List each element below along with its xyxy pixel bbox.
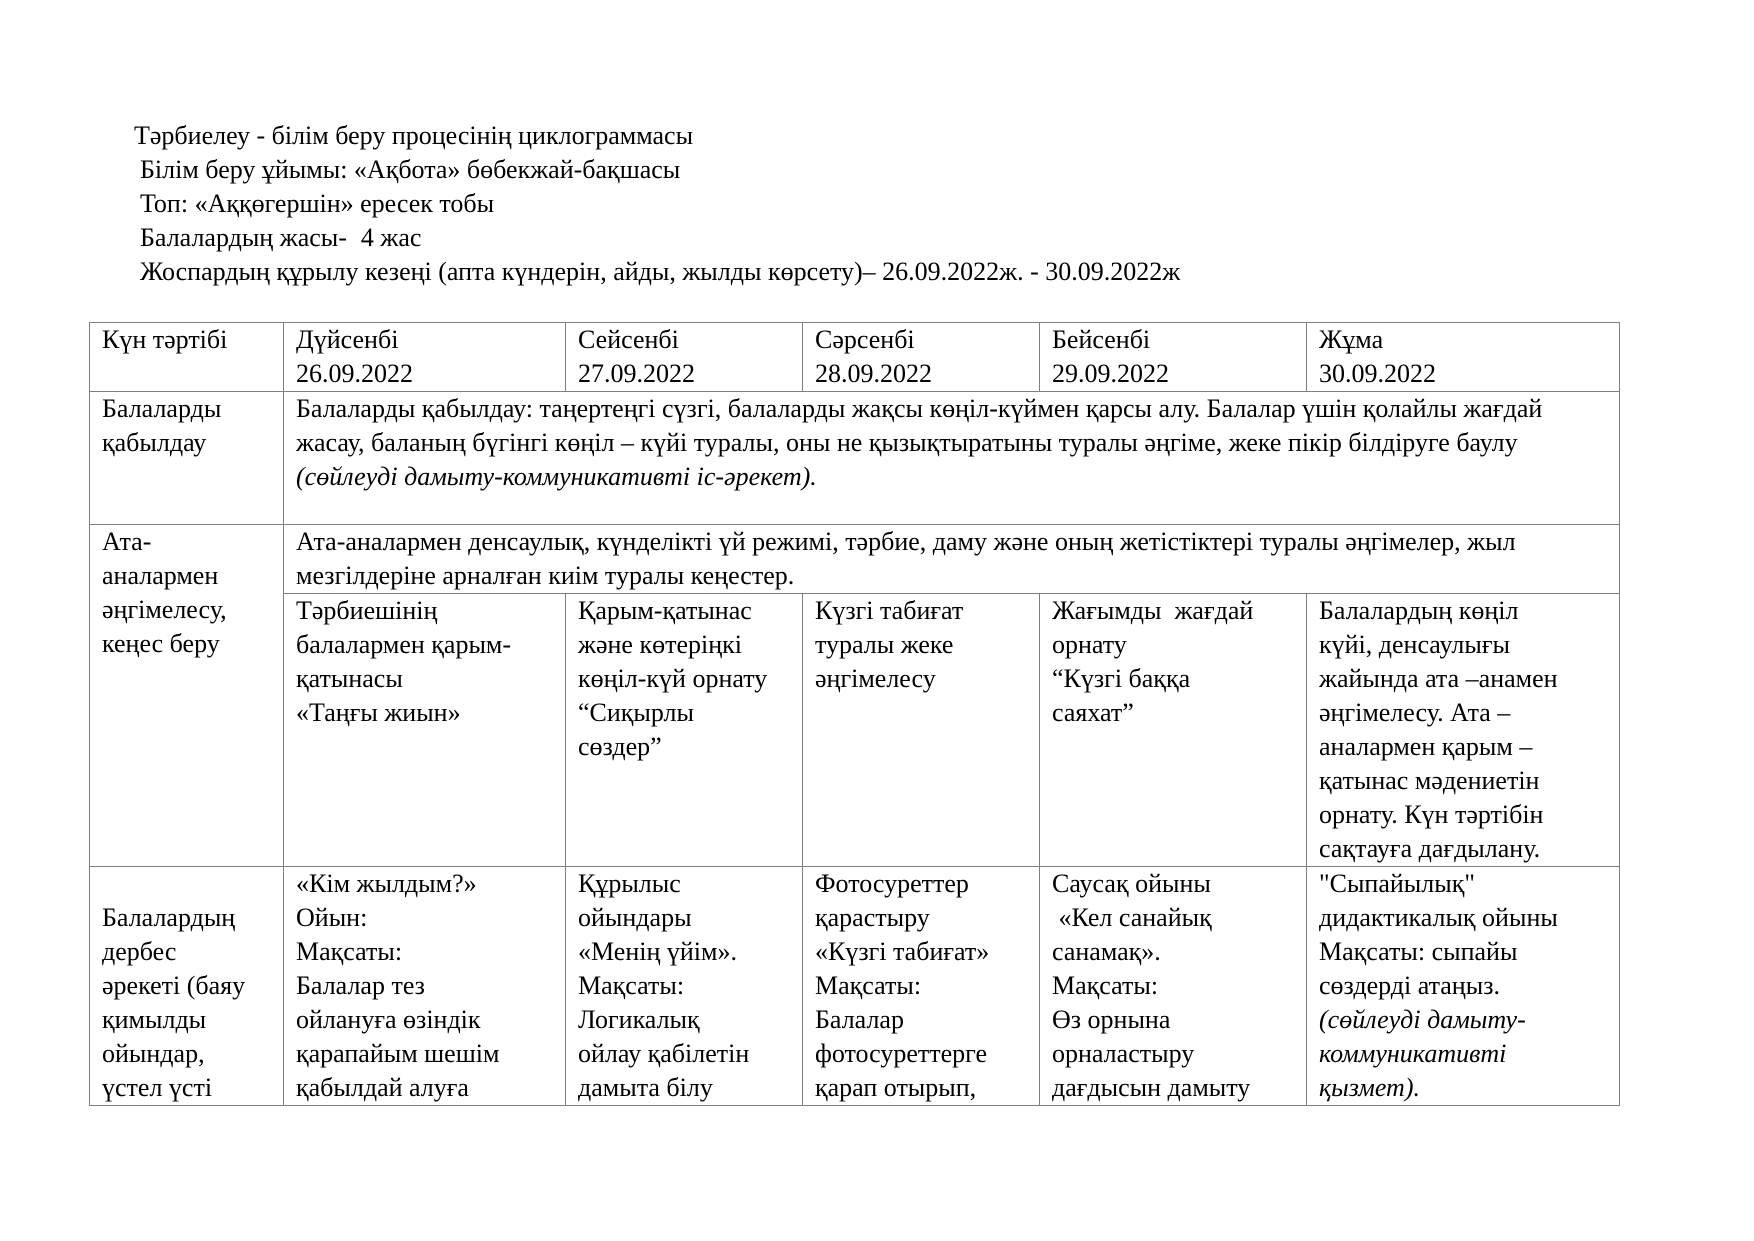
cell-line: қарап отырып,	[815, 1073, 977, 1102]
self-activity-cell-thursday	[1040, 867, 1307, 1106]
cell-line: Мақсаты:	[1052, 971, 1159, 1000]
plan-period-line: Жоспардың құрылу кезеңі (апта күндерін, айды, жылды көрсету)– 26.09.2022ж. - 30.09.2022ж	[140, 257, 1181, 286]
row-label-line: әрекеті (баяу	[102, 971, 246, 1000]
self-activity-cell-tuesday	[566, 867, 803, 1106]
cell-line: «Менің үйім».	[578, 937, 737, 966]
cell-line: Өз орнына	[1052, 1005, 1171, 1034]
cell-line: ойындары	[578, 903, 692, 932]
cell-line: Мақсаты: сыпайы	[1319, 937, 1518, 966]
cell-line: қарастыру	[815, 903, 930, 932]
table-row-reception	[90, 392, 1620, 525]
cell-line: қатынас мәдениетін	[1319, 766, 1540, 795]
age-line	[140, 221, 421, 255]
cell-line: және көтеріңкі	[578, 630, 742, 659]
day-date: 30.09.2022	[1319, 359, 1436, 388]
cell-line: сөздерді атаңыз.	[1319, 971, 1500, 1000]
cell-line: “Күзгі баққа	[1052, 664, 1191, 693]
cell-line: Тәрбиешінің	[296, 596, 438, 625]
cell-line: орналастыру	[1052, 1039, 1195, 1068]
row-label-line: Балаларды	[102, 394, 222, 423]
parents-common-cell	[284, 525, 1620, 594]
parents-cell-friday	[1307, 594, 1620, 867]
age-label: Балалардың жасы-	[140, 223, 347, 252]
row-label-line: ойындар,	[102, 1039, 205, 1068]
parents-cell-tuesday	[566, 594, 803, 867]
row-label-line: қимылды	[102, 1005, 207, 1034]
cell-line: сөздер”	[578, 732, 662, 761]
cell-line: Мақсаты:	[815, 971, 922, 1000]
parents-cell-thursday	[1040, 594, 1307, 867]
day-date: 29.09.2022	[1052, 359, 1169, 388]
cell-note-line: коммуникативті	[1319, 1039, 1507, 1068]
day-date: 26.09.2022	[296, 359, 413, 388]
header-cell-wednesday	[803, 323, 1040, 392]
parents-cell-monday	[284, 594, 566, 867]
parents-common-text: Ата-аналармен денсаулық, күнделікті үй режимі, тәрбие, даму және оның жетістіктері туралы әңгімелер, жыл мезгілдеріне арналған киім туралы кеңестер.	[296, 527, 1516, 590]
row-label-line: әңгімелесу,	[102, 595, 227, 624]
cell-line: Балалар	[815, 1005, 904, 1034]
cell-line: Фотосуреттер	[815, 869, 969, 898]
cell-line: «Кел санайық	[1052, 903, 1212, 932]
daily-routine-label: Күн тәртібі	[102, 325, 228, 354]
cell-line: Мақсаты:	[296, 937, 403, 966]
self-activity-cell-monday	[284, 867, 566, 1106]
day-name: Дүйсенбі	[296, 325, 399, 354]
cell-line: көңіл-күй орнату	[578, 664, 768, 693]
day-name: Жұма	[1319, 325, 1384, 354]
cell-line: фотосуреттерге	[815, 1039, 988, 1068]
cell-line: қатынасы	[296, 664, 403, 693]
cell-line: орнату. Күн тәртібін	[1319, 800, 1544, 829]
cell-line: жайында ата –анамен	[1319, 664, 1558, 693]
cell-line: «Таңғы жиын»	[296, 698, 461, 727]
cell-line: дидактикалық ойыны	[1319, 903, 1558, 932]
row-label-self-activity	[90, 867, 284, 1106]
row-label-line: дербес	[102, 937, 177, 966]
cell-line: Жағымды жағдай	[1052, 596, 1254, 625]
header-cell-daily-routine	[90, 323, 284, 392]
blank-line	[102, 867, 273, 901]
day-name: Бейсенбі	[1052, 325, 1151, 354]
day-name: Сейсенбі	[578, 325, 679, 354]
row-label-parents	[90, 525, 284, 867]
day-name: Сәрсенбі	[815, 325, 915, 354]
cell-line: "Сыпайылық"	[1319, 869, 1475, 898]
cell-line: әңгімелесу	[815, 664, 936, 693]
reception-text-cell	[284, 392, 1620, 525]
header-cell-thursday	[1040, 323, 1307, 392]
cell-line: дағдысын дамыту	[1052, 1073, 1251, 1102]
cell-line: аналармен қарым –	[1319, 732, 1533, 761]
reception-note: (сөйлеуді дамыту-коммуникативті іс-әрекет).	[296, 462, 817, 491]
document-title: Тәрбиелеу - білім беру процесінің циклограммасы	[134, 121, 694, 150]
cell-line: Қарым-қатынас	[578, 596, 752, 625]
parents-cell-wednesday	[803, 594, 1040, 867]
table-header-row	[90, 323, 1620, 392]
cell-line: күйі, денсаулығы	[1319, 630, 1510, 659]
row-label-line: Балалардың	[102, 903, 236, 932]
cell-line: “Сиқырлы	[578, 698, 694, 727]
header-cell-friday	[1307, 323, 1620, 392]
header-cell-tuesday	[566, 323, 803, 392]
table-row-parents	[90, 525, 1620, 594]
cell-line: Құрылыс	[578, 869, 681, 898]
cell-line: орнату	[1052, 630, 1127, 659]
cell-note-line: қызмет).	[1319, 1073, 1420, 1102]
cell-line: саяхат”	[1052, 698, 1134, 727]
cell-line: Логикалық	[578, 1005, 700, 1034]
cell-line: балалармен қарым-	[296, 630, 512, 659]
row-label-line: аналармен	[102, 561, 219, 590]
age-value: 4 жас	[360, 223, 422, 252]
header-cell-monday	[284, 323, 566, 392]
cell-line: қабылдай алуға	[296, 1073, 469, 1102]
self-activity-cell-wednesday	[803, 867, 1040, 1106]
cell-line: Балалардың көңіл	[1319, 596, 1519, 625]
cell-line: Ойын:	[296, 903, 368, 932]
cell-line: ойлау қабілетін	[578, 1039, 750, 1068]
cell-line: «Күзгі табиғат»	[815, 937, 990, 966]
cell-line: «Кім жылдым?»	[296, 869, 477, 898]
cell-line: әңгімелесу. Ата –	[1319, 698, 1511, 727]
reception-text: Балаларды қабылдау: таңертеңгі сүзгі, балаларды жақсы көңіл-күймен қарсы алу. Балалар үшін қолайлы жағдай жасау, баланың бүгінгі көңіл – күйі туралы, оны не қызықтыратыны туралы әңгіме, жеке пікір білдіруге баулу	[296, 394, 1543, 457]
row-label-line: қабылдау	[102, 428, 207, 457]
day-date: 28.09.2022	[815, 359, 932, 388]
schedule-table	[89, 322, 1620, 1106]
cell-line: ойлануға өзіндік	[296, 1005, 481, 1034]
cell-line: Балалар тез	[296, 971, 425, 1000]
row-label-reception	[90, 392, 284, 525]
cell-line: Мақсаты:	[578, 971, 685, 1000]
cell-line: сақтауға дағдылану.	[1319, 834, 1541, 863]
cell-line: туралы жеке	[815, 630, 954, 659]
organization-line: Білім беру ұйымы: «Ақбота» бөбекжай-бақшасы	[140, 155, 681, 184]
row-label-line: кеңес беру	[102, 629, 220, 658]
cell-line: санамақ».	[1052, 937, 1161, 966]
table-row-self-activity	[90, 867, 1620, 1106]
row-label-line: үстел үсті	[102, 1073, 213, 1102]
cell-line: Күзгі табиғат	[815, 596, 964, 625]
cell-line: Саусақ ойыны	[1052, 869, 1211, 898]
self-activity-cell-friday	[1307, 867, 1620, 1106]
group-line: Топ: «Аққөгершін» ересек тобы	[140, 189, 495, 218]
cell-line: қарапайым шешім	[296, 1039, 500, 1068]
table-row-parents-daily	[90, 594, 1620, 867]
cell-note-line: (сөйлеуді дамыту-	[1319, 1005, 1526, 1034]
day-date: 27.09.2022	[578, 359, 695, 388]
cell-line: дамыта білу	[578, 1073, 713, 1102]
row-label-line: Ата-	[102, 527, 152, 556]
